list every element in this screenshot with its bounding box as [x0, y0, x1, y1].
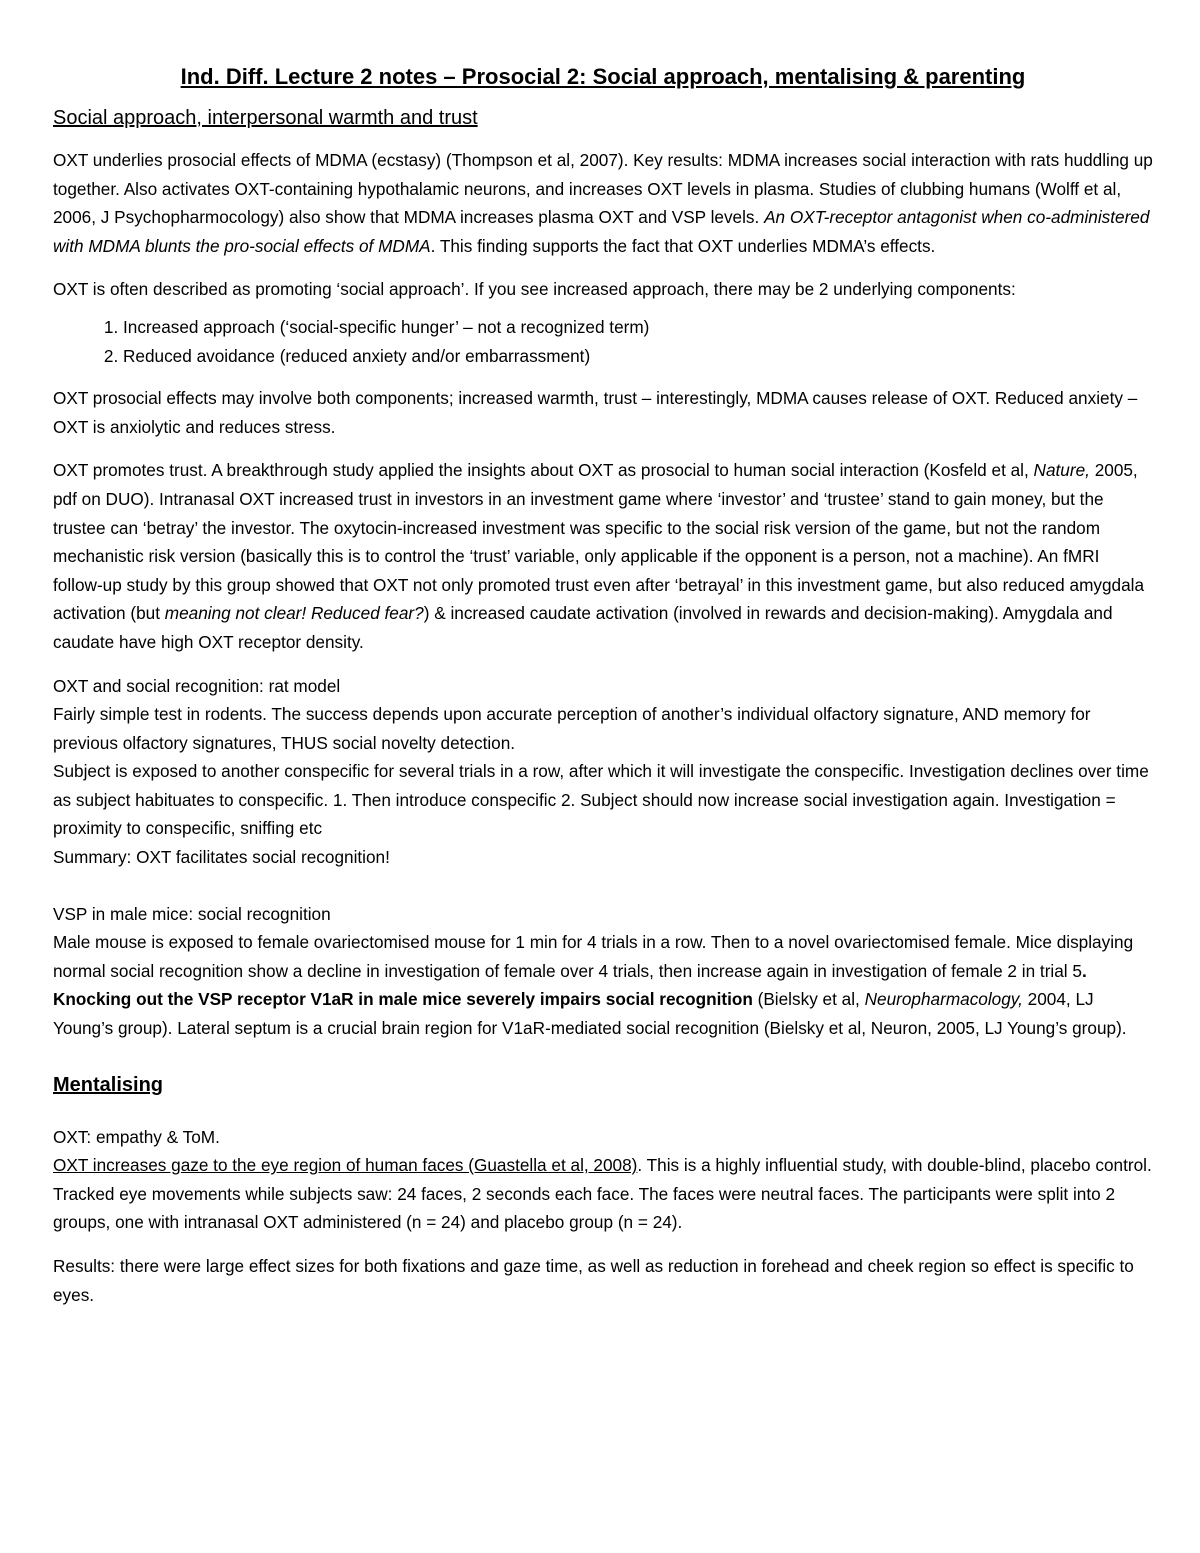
rat-model-heading: OXT and social recognition: rat model [53, 675, 341, 696]
mdma-text-b: . This finding supports the fact that OXT underlies MDMA’s effects. [430, 235, 936, 256]
components-list [53, 313, 1153, 370]
mice-text-c: 2004, LJ Young’s group). Lateral septum is a crucial brain region for V1aR-mediated social recognition (Bielsky et al, Neuron, 2005, LJ Young’s group). [53, 989, 1127, 1039]
mice-block [53, 900, 1153, 1043]
gaze-study-text [53, 1151, 1153, 1237]
journal-nature: Nature, [1033, 460, 1090, 481]
mentalising-block [53, 1123, 1153, 1237]
list-item: 1. Increased approach (‘social-specific hunger’ – not a recognized term) [123, 313, 1153, 342]
paragraph-mdma [53, 146, 1153, 260]
mice-bold-text: . Knocking out the VSP receptor V1aR in male mice severely impairs social recognition [53, 960, 1087, 1010]
mice-text-a: Male mouse is exposed to female ovariectomised mouse for 1 min for 4 trials in a row. Then to a novel ovariectomised female. Mice displaying normal social recognition show a decline in investigation of female over 4 trials, then increase again in investigation of female 2 in trial 5 [53, 932, 1134, 981]
mice-heading: VSP in male mice: social recognition [53, 903, 331, 924]
rat-model-line: Fairly simple test in rodents. The success depends upon accurate perception of another’s individual olfactory signature, AND memory for previous olfactory signatures, THUS social novelty detection. [53, 704, 1091, 753]
trust-text-a: OXT promotes trust. A breakthrough study applied the insights about OXT as prosocial to human social interaction (Kosfeld et al, [53, 460, 1034, 481]
gaze-study-description: . This is a highly influential study, with double-blind, placebo control. Tracked eye movements while subjects saw: 24 faces, 2 seconds each face. The faces were neutral faces. The participants were split into 2 groups, one with intranasal OXT administered (n = 24) and placebo group (n = 24). [53, 1155, 1152, 1233]
trust-text-c: ) & increased caudate activation (involved in rewards and decision-making). Amygdala and caudate have high OXT receptor density. [53, 603, 1113, 652]
trust-italic-text: meaning not clear! Reduced fear? [164, 603, 424, 624]
section-heading-mentalising: Mentalising [53, 1073, 164, 1096]
mice-text [53, 928, 1153, 1042]
list-item: 2. Reduced avoidance (reduced anxiety and/or embarrassment) [123, 342, 1153, 371]
paragraph-prosocial-effects: OXT prosocial effects may involve both components; increased warmth, trust – interestingly, MDMA causes release of OXT. Reduced anxiety – OXT is anxiolytic and reduces stress. [53, 388, 1138, 437]
trust-text-b: 2005, pdf on DUO). Intranasal OXT increased trust in investors in an investment game where ‘investor’ and ‘trustee’ stand to gain money, but the trustee can ‘betray’ the investor. The oxytocin-increased investment was specific to the social risk version of the game, but not the random mechanistic risk version (basically this is to control the ‘trust’ variable, only applicable if the opponent is a person, not a machine). An fMRI follow-up study by this group showed that OXT not only promoted trust even after ‘betrayal’ in this investment game, but also reduced amygdala activation (but [53, 460, 1145, 624]
rat-model-block [53, 672, 1153, 872]
paragraph-social-approach: OXT is often described as promoting ‘social approach’. If you see increased approach, there may be 2 underlying components: [53, 279, 1016, 300]
section-heading-social-approach: Social approach, interpersonal warmth and trust [53, 107, 478, 129]
mentalising-sub: OXT: empathy & ToM. [53, 1126, 220, 1147]
mice-text-b: (Bielsky et al, [752, 989, 865, 1010]
document-title: Ind. Diff. Lecture 2 notes – Prosocial 2: Social approach, mentalising & parenting [180, 64, 1026, 89]
rat-model-summary: Summary: OXT facilitates social recognition! [53, 847, 390, 868]
rat-model-line: Subject is exposed to another conspecific for several trials in a row, after which it will investigate the conspecific. Investigation declines over time as subject habituates to conspecific. 1. Then introduce conspecific 2. Subject should now increase social investigation again. Investigation = proximity to conspecific, sniffing etc [53, 761, 1149, 839]
paragraph-trust [53, 456, 1153, 656]
gaze-study-underlined: OXT increases gaze to the eye region of human faces (Guastella et al, 2008) [53, 1155, 638, 1176]
journal-neuropharmacology: Neuropharmacology, [864, 989, 1023, 1010]
mdma-text-a: OXT underlies prosocial effects of MDMA (ecstasy) (Thompson et al, 2007). Key results: MDMA increases social interaction with rats huddling up together. Also activates OXT-containing hypothalamic neurons, and increases OXT levels in plasma. Studies of clubbing humans (Wolff et al, 2006, J Psychopharmocology) also show that MDMA increases plasma OXT and VSP levels. [53, 150, 1153, 228]
mdma-italic-text: An OXT-receptor antagonist when co-administered with MDMA blunts the pro-social effects of MDMA [53, 207, 1150, 256]
paragraph-results: Results: there were large effect sizes for both fixations and gaze time, as well as reduction in forehead and cheek region so effect is specific to eyes. [53, 1256, 1134, 1305]
document-page [53, 62, 1153, 1324]
